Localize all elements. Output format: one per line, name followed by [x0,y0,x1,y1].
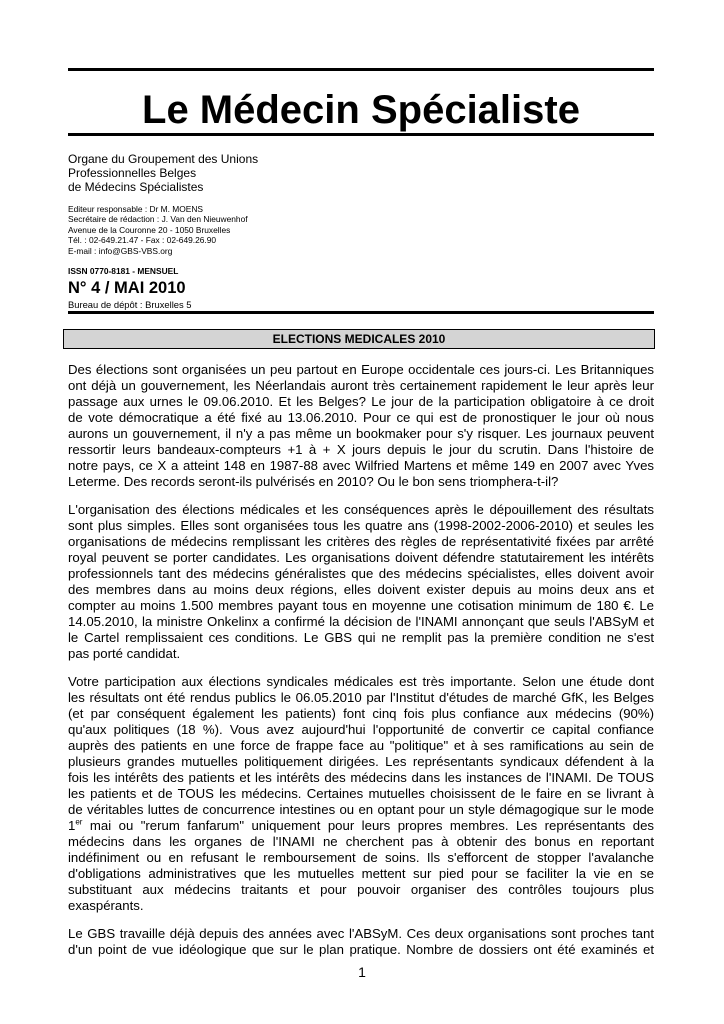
depot-line: Bureau de dépôt : Bruxelles 5 [68,299,192,310]
body-text-line: sont plus simples. Elles sont organisées tous les quatre ans (1998-2002-2006-2010) et seules les [68,518,654,533]
body-text-line: professionnels tant des médecins généralistes que des médecins spécialistes, elles doivent avoir [68,566,654,581]
body-text-line: d'obligations administratives que les mutuelles mettent sur pied pour se faciliter la vie en se [68,866,654,881]
body-text-line: 1er mai ou "rerum fanfarum" uniquement pour leurs propres membres. Les représentants des [68,817,654,833]
body-text-line: les patients et de TOUS les médecins. Certaines mutuelles choisissent de le faire en se livrant à [68,786,654,801]
email-line: E-mail : info@GBS-VBS.org [68,246,173,256]
organisation-line: de Médecins Spécialistes [68,180,204,194]
section-title: ELECTIONS MEDICALES 2010 [272,332,446,346]
body-text-line: compter au moins 1.500 membres payant tous en moyenne une cotisation minimum de 180 €. Le [68,598,654,613]
body-text-line: Le GBS travaille déjà depuis des années avec l'ABSyM. Ces deux organisations sont proches tant [68,926,654,941]
body-text-line: d'un point de vue idéologique que sur le plan pratique. Nombre de dossiers ont été examinés et [68,942,654,957]
body-text-line: fois les intérêts des patients et les intérêts des médecins dans les instances de l'INAMI. De TOUS [68,770,654,785]
issue-number: N° 4 / MAI 2010 [68,279,186,297]
editor-line: Editeur responsable : Dr M. MOENS [68,204,203,214]
organisation-line: Organe du Groupement des Unions [68,152,259,166]
body-text-line: organisations de médecins remplissant les critères des règles de représentativité fixées par arrêté [68,534,654,549]
page-number: 1 [358,964,366,980]
body-text-line: ont déjà un gouvernement, les Néerlandais auront très certainement rapidement le leur après leur [68,378,654,393]
body-text-line: des membres dans au moins deux régions, elles doivent exister depuis au moins deux ans et [68,582,654,597]
body-text-line: médecins dans les organes de l'INAMI ne cherchent pas à obtenir des bonus en reportant [68,834,654,849]
body-text-line: Leterme. Des records seront-ils pulvérisés en 2010? Ou le bon sens triomphera-t-il? [68,474,559,489]
body-text-line: Des élections sont organisées un peu partout en Europe occidentale ces jours-ci. Les Britanniques [68,362,654,377]
top-rule [68,68,654,71]
body-text-line: Votre participation aux élections syndicales médicales est très importante. Selon une étude dont [68,674,654,689]
body-text-line: le Cartel remplissaient ces conditions. Le GBS qui ne remplit pas la première condition ne s'est [68,630,654,645]
body-text-line: aurons un gouvernement, il n'y a pas même un bookmaker pour s'y risquer. Les journaux peuvent [68,426,654,441]
phone-line: Tél. : 02-649.21.47 - Fax : 02-649.26.90 [68,235,217,245]
body-text-line: plusieurs grandes mutuelles politiquement dirigées. Les représentants syndicaux défendent à la [68,754,654,769]
body-text-line: notre pays, ce X a atteint 148 en 1987-88 avec Wilfried Martens et même 149 en 2007 avec Yves [68,458,654,473]
body-text-line: substituant aux médecins traitants et pour pouvoir organiser des contrôles toujours plus [68,882,654,897]
body-text-line: pas porté candidat. [68,646,181,661]
body-text-line: 14.05.2010, la ministre Onkelinx a confirmé la décision de l'INAMI annonçant que seuls l'ABSyM et [68,614,654,629]
body-text-line: de vote démocratique a été fixé au 13.06.2010. Pour ce qui est de pronostiquer le jour où nous [68,410,654,425]
body-text-line: ressortir leurs bandeaux-compteurs +1 à + X jours depuis le jour du scrutin. Dans l'histoire de [68,442,654,457]
issn-line: ISSN 0770-8181 - MENSUEL [68,266,179,276]
secretary-line: Secrétaire de rédaction : J. Van den Nieuwenhof [68,214,248,224]
body-text-line: de véritables luttes de concurrence intestines ou en optant pour un style démagogique sur le mode [68,802,654,817]
organisation-line: Professionnelles Belges [68,166,197,180]
body-text-line: passage aux urnes le 09.06.2010. Et les Belges? Le jour de la participation obligatoire à ce droit [68,394,654,409]
ordinal-superscript: er [75,817,83,827]
body-text-line: auprès des patients en une force de frappe face au "politique" et à ses ramifications au sein de [68,738,654,753]
section-heading-box [63,329,655,349]
body-text-line: exaspérants. [68,898,144,913]
page-title: Le Médecin Spécialiste [142,88,580,132]
body-text-line: L'organisation des élections médicales et les conséquences après le dépouillement des résultats [68,502,654,517]
body-text-line: indéfiniment ou en refusant le remboursement de soins. Ils s'efforcent de stopper l'avalanche [68,850,654,865]
header-bottom-rule [68,311,654,314]
body-text-line: les résultats ont été rendus publics le 06.05.2010 par l'Institut d'études de marché GfK, les Belges [68,690,654,705]
body-text-line: (et par conséquent également les patients) font cinq fois plus confiance aux médecins (90%) [68,706,654,721]
body-text-line: royal peuvent se porter candidates. Les organisations doivent défendre statutairement les intérêts [68,550,654,565]
address-line: Avenue de la Couronne 20 - 1050 Bruxelles [68,225,231,235]
body-text-line: qu'aux politiques (18 %). Vous avez aujourd'hui l'opportunité de convertir ce capital confiance [68,722,654,737]
title-rule [68,133,654,136]
